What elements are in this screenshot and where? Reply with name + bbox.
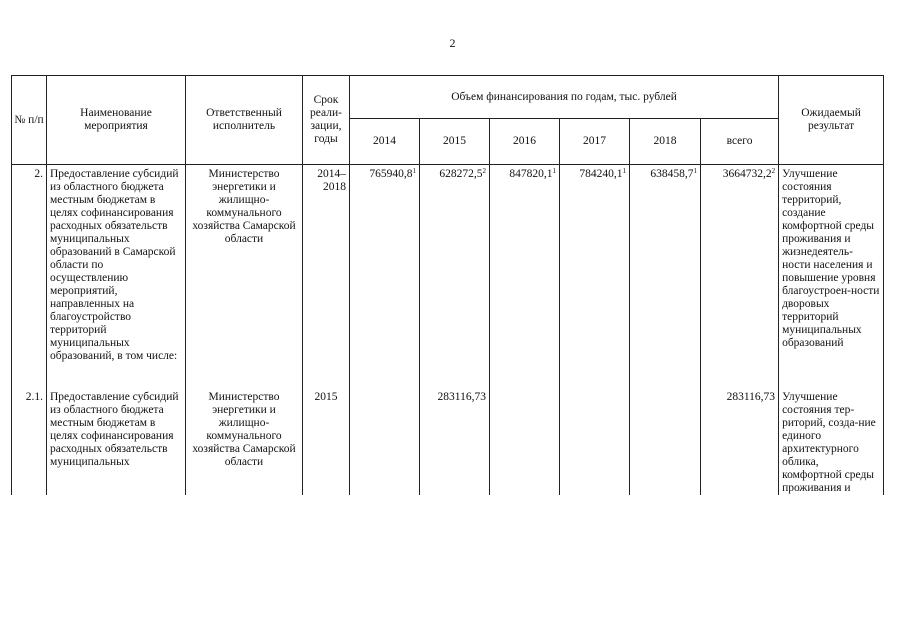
- row-num: 2.1.: [12, 388, 47, 495]
- header-year: 2017: [560, 119, 630, 165]
- amount-cell: [560, 388, 630, 495]
- row-spacer: [12, 363, 884, 388]
- header-term: Срок реали-зации, годы: [303, 76, 350, 165]
- header-num: № п/п: [12, 76, 47, 165]
- row-executor: Министерство энергетики и жилищно-коммунального хозяйства Самарской области: [186, 388, 303, 495]
- row-name: Предоставление субсидий из областного бюджета местным бюджетам в целях софинансирования расходных обязательств муниципальных образований в Самарской области по осуществлению мероприятий, направленных на благоустройство территорий муниципальных образований, в том числе:: [47, 165, 186, 364]
- header-year: 2016: [490, 119, 560, 165]
- row-term: 2014–2018: [303, 165, 350, 364]
- financing-table: [11, 75, 884, 495]
- amount-cell: 628272,5$^2$: [420, 165, 490, 364]
- amount-cell: [490, 388, 560, 495]
- row-term: 2015: [303, 388, 350, 495]
- header-result: Ожидаемый результат: [779, 76, 884, 165]
- header-executor: Ответственный исполнитель: [186, 76, 303, 165]
- amount-total: 3664732,2$^2$: [701, 165, 779, 364]
- amount-total: 283116,73: [701, 388, 779, 495]
- row-result: Улучшение состояния территорий, создание комфортной среды проживания и жизнедеятель-ности населения и повышение уровня благоустроен-ности дворовых территорий муниципальных образований: [779, 165, 884, 364]
- row-name: Предоставление субсидий из областного бюджета местным бюджетам в целях софинансирования расходных обязательств муниципальных: [47, 388, 186, 495]
- amount-cell: [630, 388, 701, 495]
- header-year: 2018: [630, 119, 701, 165]
- header-year: 2015: [420, 119, 490, 165]
- row-executor: Министерство энергетики и жилищно-коммунального хозяйства Самарской области: [186, 165, 303, 364]
- header-name: Наименование мероприятия: [47, 76, 186, 165]
- table-header: [12, 76, 884, 165]
- amount-cell: 784240,1$^1$: [560, 165, 630, 364]
- amount-cell: 765940,8$^1$: [350, 165, 420, 364]
- row-num: 2.: [12, 165, 47, 364]
- page-number: 2: [449, 36, 456, 50]
- amount-cell: [350, 388, 420, 495]
- table-row: [12, 165, 884, 364]
- header-total: всего: [701, 119, 779, 165]
- amount-cell: 847820,1$^1$: [490, 165, 560, 364]
- row-result: Улучшение состояния тер-риторий, созда-ние единого архитектурного облика, комфортной среды проживания и: [779, 388, 884, 495]
- amount-cell: 283116,73: [420, 388, 490, 495]
- amount-cell: 638458,7$^1$: [630, 165, 701, 364]
- table-row: [12, 388, 884, 495]
- header-financing: Объем финансирования по годам, тыс. рублей: [350, 76, 779, 119]
- header-year: 2014: [350, 119, 420, 165]
